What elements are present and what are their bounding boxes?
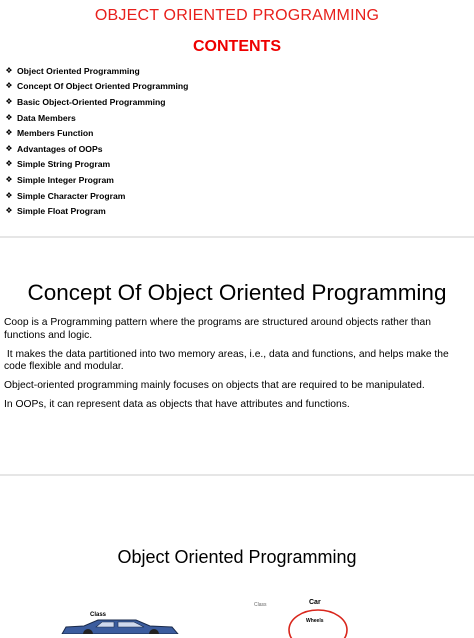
slide-body — [4, 317, 470, 418]
list-item-label: Simple Character Program — [17, 190, 126, 201]
diamond-bullet-icon: ❖ — [5, 128, 13, 138]
list-item-label: Simple String Program — [17, 159, 111, 170]
list-item — [4, 94, 188, 110]
class-label-small: Class — [254, 602, 267, 608]
list-item — [4, 125, 188, 141]
car-label: Car — [309, 599, 321, 606]
paragraph: Object-oriented programming mainly focuses on objects that are required to be manipulated. — [4, 380, 425, 391]
class-object-diagram — [0, 596, 474, 632]
slide-oop — [0, 476, 474, 632]
contents-heading: CONTENTS — [193, 38, 281, 55]
diamond-bullet-icon: ❖ — [5, 174, 13, 184]
list-item — [4, 79, 188, 95]
slide-title: OBJECT ORIENTED PROGRAMMING — [94, 7, 380, 24]
paragraph: In OOPs, it can represent data as objects that have attributes and functions. — [4, 399, 350, 410]
diamond-bullet-icon: ❖ — [5, 206, 13, 216]
diamond-bullet-icon: ❖ — [5, 159, 13, 169]
diamond-bullet-icon: ❖ — [5, 96, 13, 106]
diamond-bullet-icon: ❖ — [5, 65, 13, 75]
contents-list — [4, 63, 188, 219]
diamond-bullet-icon: ❖ — [5, 190, 13, 200]
list-item-label: Basic Object-Oriented Programming — [17, 96, 166, 107]
slide-title: Concept Of Object Oriented Programming — [27, 280, 447, 305]
paragraph: Coop is a Programming pattern where the programs are structured around objects rather than functions and logic. — [4, 317, 431, 341]
list-item — [4, 110, 188, 126]
list-item — [4, 172, 188, 188]
list-item — [4, 188, 188, 204]
class-label: Class — [90, 612, 107, 618]
slide-contents — [0, 0, 474, 236]
slide-concept — [0, 238, 474, 474]
list-item — [4, 203, 188, 219]
list-item-label: Simple Float Program — [17, 206, 106, 217]
list-item — [4, 157, 188, 173]
list-item-label: Simple Integer Program — [17, 174, 114, 185]
diamond-bullet-icon: ❖ — [5, 143, 13, 153]
slide-title: Object Oriented Programming — [117, 547, 357, 567]
list-item-label: Concept Of Object Oriented Programming — [17, 81, 189, 92]
list-item — [4, 141, 188, 157]
list-item-label: Members Function — [17, 128, 94, 139]
list-item — [4, 63, 188, 79]
list-item-label: Advantages of OOPs — [17, 143, 103, 154]
list-item-label: Data Members — [17, 112, 76, 123]
diamond-bullet-icon: ❖ — [5, 81, 13, 91]
diamond-bullet-icon: ❖ — [5, 112, 13, 122]
paragraph: It makes the data partitioned into two memory areas, i.e., data and functions, and helps make the code flexible and modular. — [4, 348, 452, 372]
wheels-label: Wheels — [306, 618, 324, 624]
list-item-label: Object Oriented Programming — [17, 65, 140, 76]
